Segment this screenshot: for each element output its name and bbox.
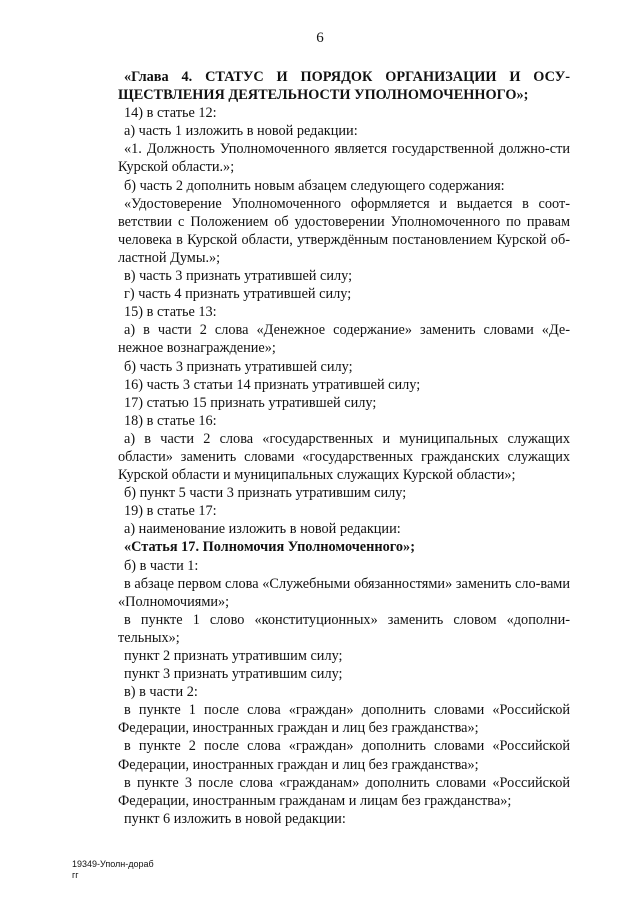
paragraph: «Глава 4. СТАТУС И ПОРЯДОК ОРГАНИЗАЦИИ И ОСУ-ЩЕСТВЛЕНИЯ ДЕЯТЕЛЬНОСТИ УПОЛНОМОЧЕННОГО»; xyxy=(118,69,570,104)
paragraph: в абзаце первом слова «Служебными обязанностями» заменить сло-вами «Полномочиями»; xyxy=(118,575,570,610)
paragraph: б) часть 2 дополнить новым абзацем следующего содержания: xyxy=(124,177,505,194)
paragraph: в) в части 2: xyxy=(124,684,198,701)
paragraph: пункт 3 признать утратившим силу; xyxy=(124,666,343,683)
paragraph: 18) в статье 16: xyxy=(124,412,217,429)
paragraph: «1. Должность Уполномоченного является государственной должно-сти Курской области.»; xyxy=(118,141,570,176)
paragraph: а) в части 2 слова «государственных и муниципальных служащих области» заменить словами «государственных гражданских служащих Курской области и муниципальных служащих Курской области»; xyxy=(118,430,570,484)
paragraph: 14) в статье 12: xyxy=(124,105,217,122)
paragraph: пункт 2 признать утратившим силу; xyxy=(124,648,343,664)
footer xyxy=(72,859,154,881)
paragraph: б) часть 3 признать утратившей силу; xyxy=(124,358,353,375)
paragraph: а) в части 2 слова «Денежное содержание» заменить словами «Де-нежное вознаграждение»; xyxy=(118,322,570,357)
paragraph: в пункте 2 после слова «граждан» дополнить словами «Российской Федерации, иностранных граждан и лиц без гражданства»; xyxy=(118,738,570,773)
paragraph: 17) статью 15 признать утратившей силу; xyxy=(124,394,377,411)
paragraph: в пункте 1 после слова «граждан» дополнить словами «Российской Федерации, иностранных граждан и лиц без гражданства»; xyxy=(118,702,570,737)
paragraph: б) в части 1: xyxy=(124,557,199,574)
page-number: 6 xyxy=(316,30,324,46)
paragraph: в пункте 1 слово «конституционных» заменить словом «дополни-тельных»; xyxy=(118,611,570,646)
paragraph: «Статья 17. Полномочия Уполномоченного»; xyxy=(124,539,415,556)
paragraph: «Удостоверение Уполномоченного оформляется и выдается в соот-ветствии с Положением об удостоверении Уполномоченного по правам человека в Курской области, утверждённым постановлением Курской об-ластной Думы.»; xyxy=(118,195,570,266)
paragraph: а) наименование изложить в новой редакции: xyxy=(124,521,401,538)
paragraph: а) часть 1 изложить в новой редакции: xyxy=(124,123,358,140)
paragraph: пункт 6 изложить в новой редакции: xyxy=(124,810,346,827)
paragraph: г) часть 4 признать утратившей силу; xyxy=(124,286,352,303)
paragraph: б) пункт 5 части 3 признать утратившим силу; xyxy=(124,485,407,502)
paragraph: 15) в статье 13: xyxy=(124,304,217,321)
paragraph: в) часть 3 признать утратившей силу; xyxy=(124,268,353,285)
paragraph: в пункте 3 после слова «гражданам» дополнить словами «Российской Федерации, иностранным гражданам и лицам без гражданства»; xyxy=(118,774,570,809)
document-body xyxy=(118,68,570,828)
paragraph: 16) часть 3 статьи 14 признать утратившей силу; xyxy=(124,376,421,393)
paragraph: 19) в статье 17: xyxy=(124,503,217,520)
footer-initials: гг xyxy=(72,870,79,880)
footer-file-code: 19349-Уполн-дораб xyxy=(72,859,154,869)
